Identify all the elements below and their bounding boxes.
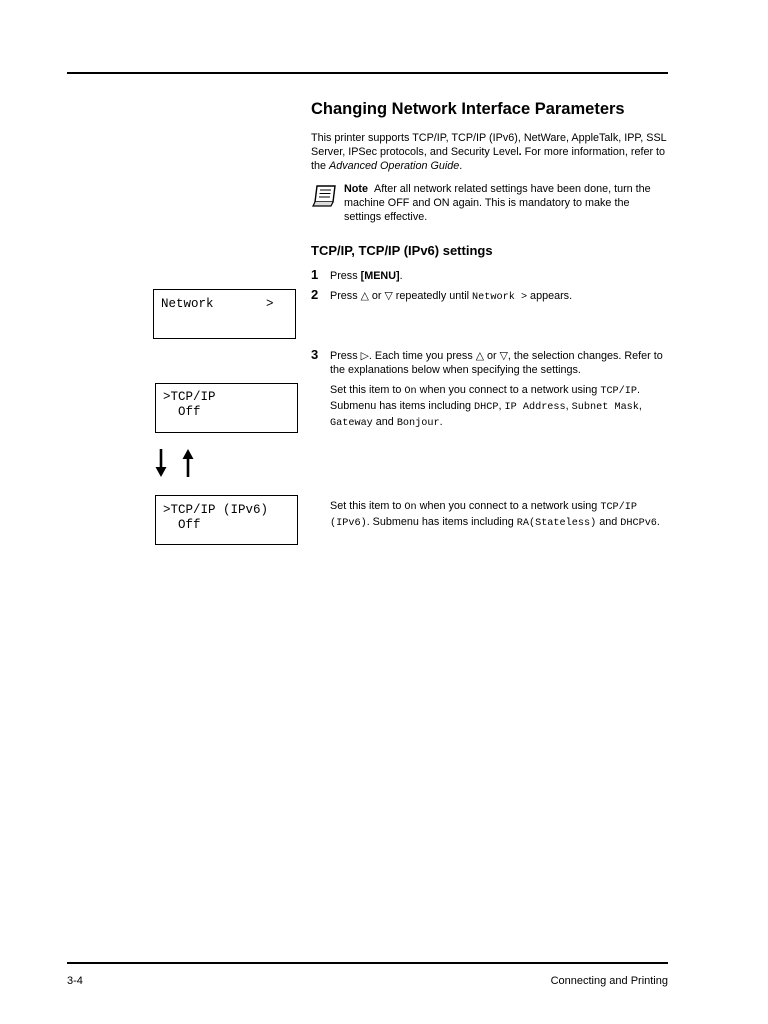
step-text: Press [MENU]. bbox=[330, 270, 403, 282]
menu-key: [MENU] bbox=[360, 270, 400, 282]
ipv6-description: Set this item to On when you connect to a network using TCP/IP (IPv6). Submenu has items including RA(Stateless) and DHCPv6. bbox=[330, 500, 660, 530]
step-number: 1 bbox=[311, 267, 319, 282]
tcpip-description: Set this item to On when you connect to a network using TCP/IP. Submenu has items including DHCP, IP Address, Subnet Mask, Gateway and Bonjour. bbox=[330, 384, 642, 430]
top-rule bbox=[67, 72, 668, 74]
bottom-rule bbox=[67, 962, 668, 964]
step-text: Press △ or ▽ repeatedly until Network > appears. bbox=[330, 290, 573, 303]
intro-paragraph: This printer supports TCP/IP, TCP/IP (IPv6), NetWare, AppleTalk, IPP, SSL Server, IPSec protocols, and Security Level. For more information, refer to the Advanced Operation Guide. bbox=[311, 132, 667, 173]
guide-reference: Advanced Operation Guide bbox=[329, 160, 460, 173]
step-number: 3 bbox=[311, 347, 319, 362]
step-text: Press ▷. Each time you press △ or ▽, the selection changes. Refer to the explanations below when specifying the settings. bbox=[330, 350, 663, 377]
page-number: 3-4 bbox=[67, 975, 83, 987]
lcd-display-tcpip-ipv6: >TCP/IP (IPv6) Off bbox=[155, 495, 298, 545]
lcd-code: Network > bbox=[472, 292, 528, 303]
lcd-display-network: Network > bbox=[153, 289, 296, 339]
lcd-display-tcpip: >TCP/IP Off bbox=[155, 383, 298, 433]
note-text: Note After all network related settings have been done, turn the machine OFF and ON again. This is mandatory to make the settings effective. bbox=[344, 183, 651, 224]
navigation-arrows bbox=[152, 447, 198, 479]
page-title: Changing Network Interface Parameters bbox=[311, 100, 625, 118]
section-title: TCP/IP, TCP/IP (IPv6) settings bbox=[311, 243, 493, 258]
note-icon bbox=[311, 184, 339, 208]
step-number: 2 bbox=[311, 287, 319, 302]
arrow-up-icon bbox=[183, 449, 194, 477]
chapter-title: Connecting and Printing bbox=[550, 975, 668, 987]
note-label: Note bbox=[344, 183, 368, 195]
arrow-down-icon bbox=[156, 449, 167, 477]
